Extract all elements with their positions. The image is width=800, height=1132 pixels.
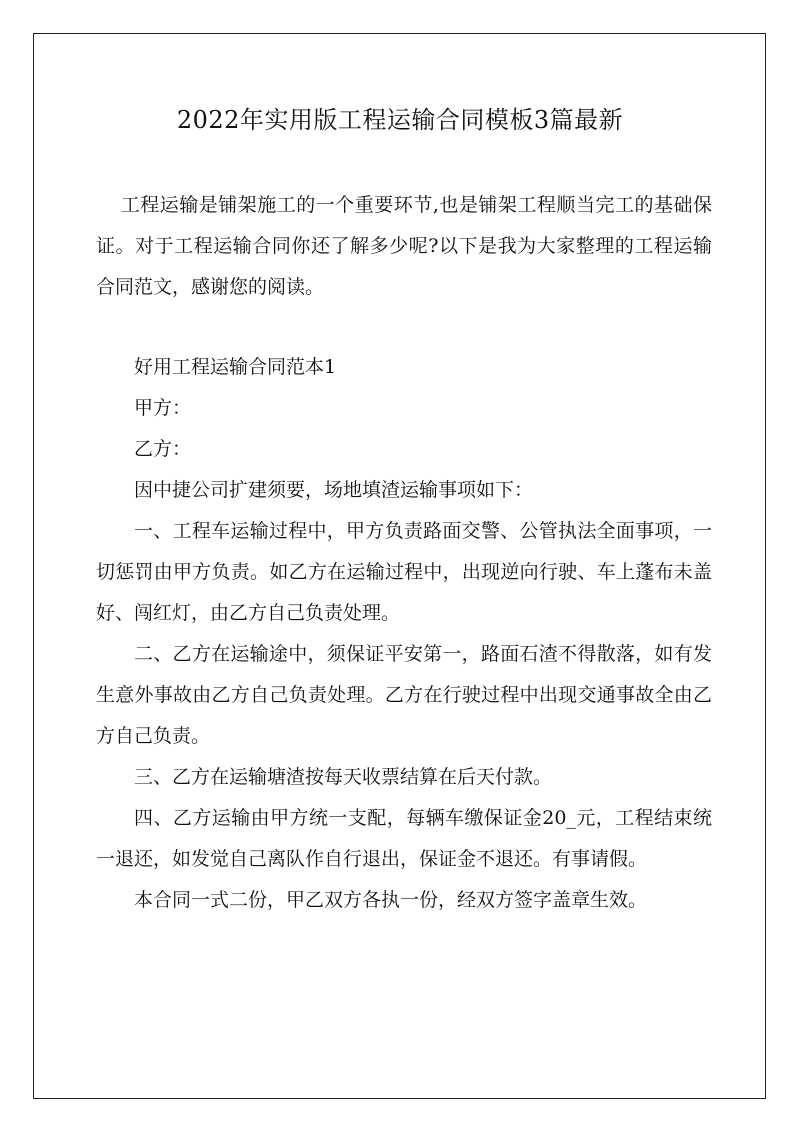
sample-heading: 好用工程运输合同范本1 xyxy=(134,356,337,378)
closing-paragraph: 本合同一式二份，甲乙双方各执一份，经双方签字盖章生效。 xyxy=(134,889,648,911)
document-title: 2022年实用版工程运输合同模板3篇最新 xyxy=(176,106,624,134)
party-b-label: 乙方： xyxy=(134,438,192,460)
clause-4: 四、乙方运输由甲方统一支配，每辆车缴保证金20_元，工程结束统一退还，如发觉自己离队作自行退出，保证金不退还。有事请假。 xyxy=(96,807,712,870)
preamble-paragraph: 因中捷公司扩建须要，场地填渣运输事项如下： xyxy=(134,479,534,501)
party-a-label: 甲方： xyxy=(134,397,192,419)
clause-1: 一、工程车运输过程中，甲方负责路面交警、公管执法全面事项，一切惩罚由甲方负责。如乙方在运输过程中，出现逆向行驶、车上蓬布未盖好、闯红灯，由乙方自己负责处理。 xyxy=(96,520,712,624)
clause-2: 二、乙方在运输途中，须保证平安第一，路面石渣不得散落，如有发生意外事故由乙方自己负责处理。乙方在行驶过程中出现交通事故全由乙方自己负责。 xyxy=(96,643,712,747)
intro-paragraph: 工程运输是铺架施工的一个重要环节,也是铺架工程顺当完工的基础保证。对于工程运输合同你还了解多少呢?以下是我为大家整理的工程运输合同范文，感谢您的阅读。 xyxy=(96,194,712,298)
clause-3: 三、乙方在运输塘渣按每天收票结算在后天付款。 xyxy=(134,766,553,788)
contract-section xyxy=(96,347,712,921)
intro-section xyxy=(96,185,712,308)
